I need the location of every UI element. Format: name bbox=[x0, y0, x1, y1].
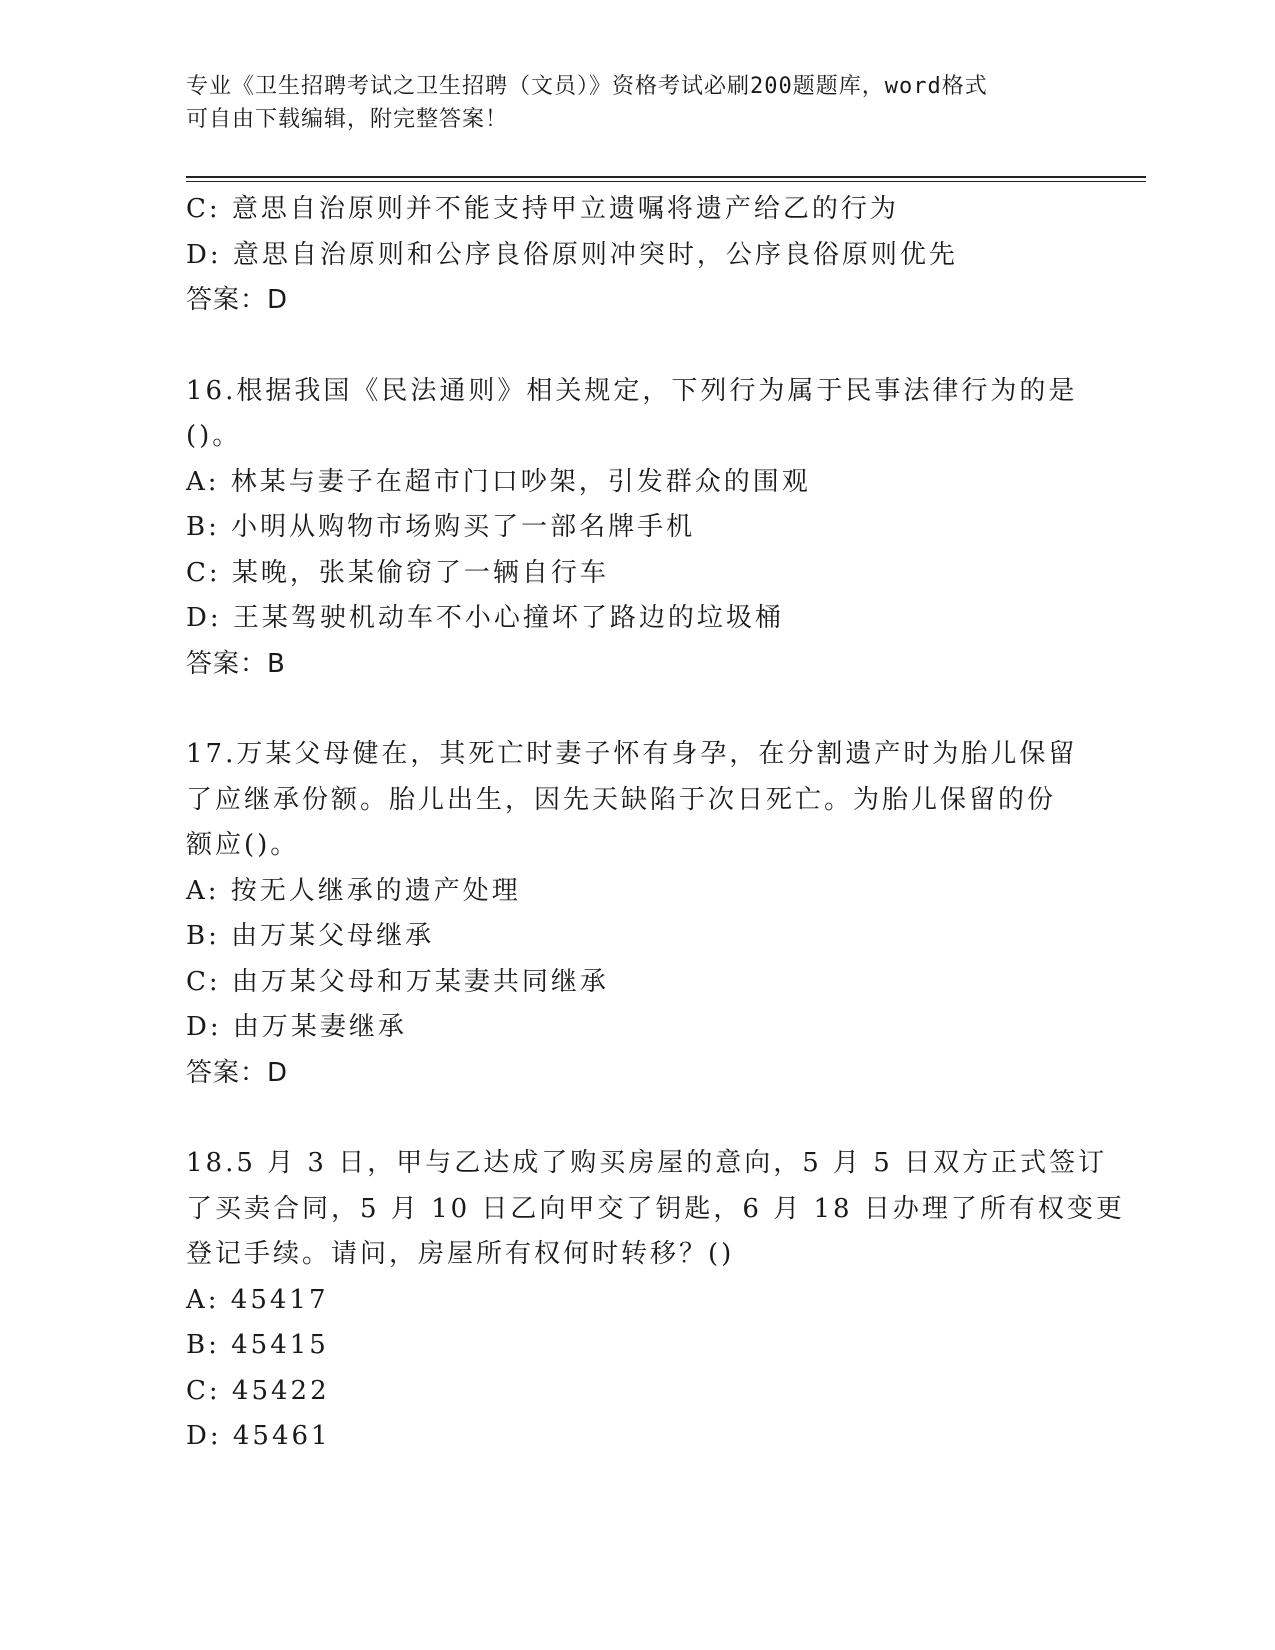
question-15-tail bbox=[186, 187, 1086, 324]
q15-option-c: C: 意思自治原则并不能支持甲立遗嘱将遗产给乙的行为 bbox=[186, 194, 899, 224]
q16-answer: 答案：B bbox=[186, 648, 286, 679]
q17-stem-line-1: 17.万某父母健在，其死亡时妻子怀有身孕，在分割遗产时为胎儿保留 bbox=[186, 739, 1078, 769]
q18-stem-line-1: 18.5 月 3 日，甲与乙达成了购买房屋的意向，5 月 5 日双方正式签订 bbox=[186, 1148, 1108, 1178]
q16-stem-line-1: 16.根据我国《民法通则》相关规定，下列行为属于民事法律行为的是 bbox=[186, 375, 1078, 406]
spacer bbox=[186, 687, 1086, 732]
spacer bbox=[186, 1096, 1086, 1141]
q18-option-a: A: 45417 bbox=[186, 1284, 329, 1315]
q17-option-b: B: 由万某父母继承 bbox=[186, 921, 435, 951]
q17-option-c: C: 由万某父母和万某妻共同继承 bbox=[186, 966, 609, 997]
q18-stem-line-2: 了买卖合同，5 月 10 日乙向甲交了钥匙，6 月 18 日办理了所有权变更 bbox=[186, 1193, 1125, 1224]
question-17 bbox=[186, 732, 1086, 1096]
header-line-1: 专业《卫生招聘考试之卫生招聘（文员）》资格考试必刷200题题库，word格式 bbox=[186, 74, 988, 99]
document-body bbox=[186, 187, 1125, 1460]
question-18 bbox=[186, 1141, 1125, 1460]
q16-option-c: C: 某晚，张某偷窃了一辆自行车 bbox=[186, 557, 609, 588]
header-line-2: 可自由下载编辑，附完整答案！ bbox=[186, 107, 509, 132]
question-16 bbox=[186, 369, 1086, 688]
q17-option-d: D: 由万某妻继承 bbox=[186, 1012, 407, 1042]
q15-answer: 答案：D bbox=[186, 285, 289, 315]
q16-option-a: A: 林某与妻子在超市门口吵架，引发群众的围观 bbox=[186, 466, 811, 497]
q18-option-c: C: 45422 bbox=[186, 1375, 330, 1406]
q16-stem-line-2: ()。 bbox=[186, 421, 242, 451]
q17-stem-line-3: 额应()。 bbox=[186, 830, 300, 860]
document-header bbox=[186, 70, 1086, 136]
q17-answer: 答案：D bbox=[186, 1057, 289, 1088]
q18-option-d: D: 45461 bbox=[186, 1421, 331, 1451]
q18-stem-line-3: 登记手续。请问，房屋所有权何时转移？() bbox=[186, 1239, 735, 1269]
q17-option-a: A: 按无人继承的遗产处理 bbox=[186, 875, 521, 906]
q15-option-d: D: 意思自治原则和公序良俗原则冲突时，公序良俗原则优先 bbox=[186, 239, 958, 270]
spacer bbox=[186, 324, 1086, 369]
q18-option-b: B: 45415 bbox=[186, 1330, 329, 1360]
header-rule-thick bbox=[186, 176, 1146, 178]
header-rule-thin bbox=[186, 181, 1146, 182]
q17-stem-line-2: 了应继承份额。胎儿出生，因先天缺陷于次日死亡。为胎儿保留的份 bbox=[186, 784, 1057, 815]
q16-option-d: D: 王某驾驶机动车不小心撞坏了路边的垃圾桶 bbox=[186, 603, 784, 633]
q16-option-b: B: 小明从购物市场购买了一部名牌手机 bbox=[186, 512, 696, 542]
